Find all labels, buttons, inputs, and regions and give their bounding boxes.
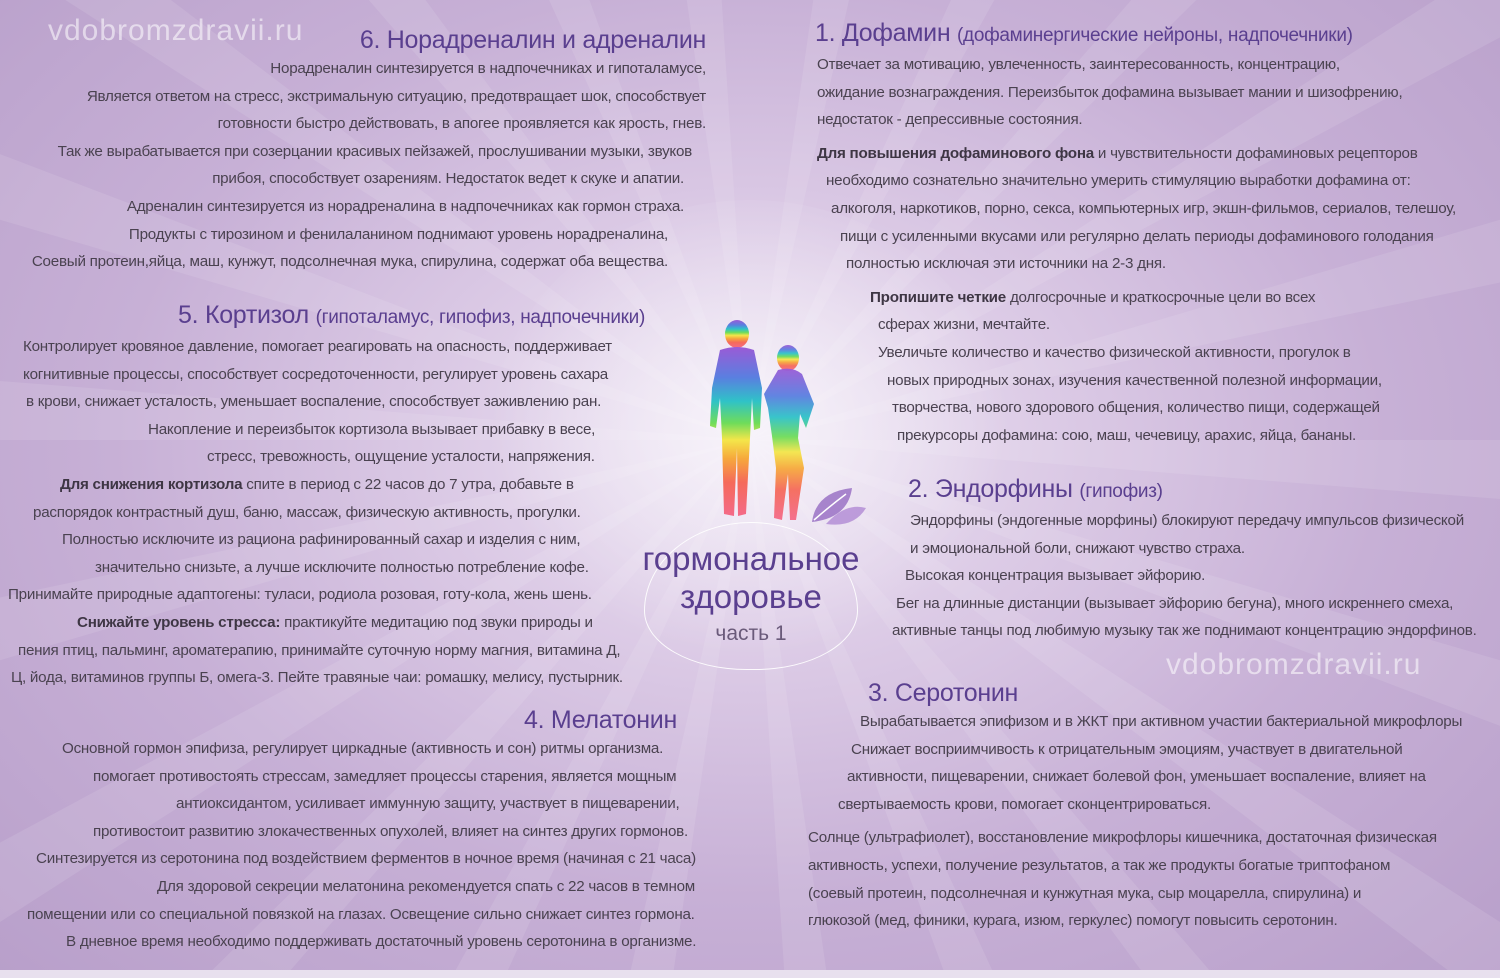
section-title <box>815 18 1495 51</box>
text-fragment: и чувствительности дофаминовых рецепторов <box>1093 144 1418 162</box>
text-line <box>0 471 645 499</box>
text-line: активности, пищеварении, снижает болевой фон, уменьшает воспаление, влияет на <box>847 768 1426 786</box>
section-title-main: 5. Кортизол <box>178 301 309 329</box>
section-endorphins <box>890 474 1498 645</box>
text-line: Синтезируется из серотонина под воздействием ферментов в ночное время (начиная с 21 часа) <box>36 850 696 868</box>
text-line: Солнце (ультрафиолет), восстановление микрофлоры кишечника, достаточная физическая <box>808 829 1437 847</box>
center-subtitle: часть 1 <box>715 622 787 645</box>
bold-phrase: Снижайте уровень стресса: <box>77 613 281 631</box>
section-title-sub: (гипоталамус, гипофиз, надпочечники) <box>315 307 645 328</box>
section-dopamine <box>815 18 1495 449</box>
text-line: стресс, тревожность, ощущение усталости, напряжения. <box>207 448 595 466</box>
text-line: новых природных зонах, изучения качественной полезной информации, <box>887 371 1382 389</box>
text-line: помещении или со специальной повязкой на глазах. Освещение сильно снижает синтез гормона. <box>27 905 695 923</box>
section-title-main: 2. Эндорфины <box>908 475 1073 503</box>
leaf-icon <box>806 484 868 526</box>
section-title <box>890 474 1498 507</box>
text-line: противостоит развитию злокачественных опухолей, влияет на синтез других гормонов. <box>93 822 688 840</box>
text-line: Так же вырабатывается при созерцании красивых пейзажей, прослушивании музыки, звуков <box>57 142 692 160</box>
bold-phrase: Пропишите четкие <box>870 288 1006 306</box>
text-line <box>815 140 1495 168</box>
text-line: антиоксидантом, усиливает иммунную защиту, участвует в пищеварении, <box>176 795 680 813</box>
text-line: пения птиц, пальминг, ароматерапию, принимайте суточную норму магния, витамина Д, <box>18 641 621 659</box>
section-serotonin <box>806 678 1486 935</box>
section-title-main: 1. Дофамин <box>815 19 951 47</box>
text-line: Адреналин синтезируется из норадреналина в надпочечниках как гормон страха. <box>126 197 684 215</box>
text-line: (соевый протеин, подсолнечная и кунжутная мука, сыр моцарелла, спирулина) и <box>808 884 1362 902</box>
text-line: Накопление и переизбыток кортизола вызывает прибавку в весе, <box>148 420 596 438</box>
text-line: Принимайте природные адаптогены: туласи, родиола розовая, готу-кола, жень шень. <box>8 586 592 604</box>
text-line <box>815 284 1495 312</box>
bottom-strip <box>0 970 1500 978</box>
text-line: Снижает восприимчивость к отрицательным эмоциям, участвует в двигательной <box>851 740 1403 758</box>
text-line: распорядок контрастный душ, баню, массаж, физическую активность, прогулки. <box>33 503 581 521</box>
text-line: алкоголя, наркотиков, порно, секса, компьютерных игр, экшн-фильмов, сериалов, телешоу, <box>831 199 1457 217</box>
center-title-line1: гормональное <box>642 540 860 577</box>
text-line: Является ответом на стресс, экстримальную ситуацию, предотвращает шок, способствует <box>86 87 706 105</box>
text-line: значительно снизьте, а лучше исключите полностью потребление кофе. <box>95 558 589 576</box>
text-line: Продукты с тирозином и фенилаланином поднимают уровень норадреналина, <box>128 225 668 243</box>
text-line: пищи с усиленными вкусами или регулярно делать периоды дофаминового голодания <box>840 227 1434 245</box>
text-line: Бег на длинные дистанции (вызывает эйфорию бегуна), много искреннего смеха, <box>896 594 1454 612</box>
text-line: в крови, снижает усталость, уменьшает воспаление, способствует заживлению ран. <box>26 393 602 411</box>
text-line: Отвечает за мотивацию, увлеченность, заинтересованность, концентрацию, <box>817 56 1340 73</box>
bold-phrase: Для снижения кортизола <box>60 475 243 493</box>
text-line: когнитивные процессы, способствует сосредоточенности, регулирует уровень сахара <box>23 365 608 383</box>
text-line: Эндорфины (эндогенные морфины) блокируют передачу импульсов физической <box>910 512 1464 529</box>
text-line: недостаток - депрессивные состояния. <box>817 111 1083 129</box>
text-fragment: долгосрочные и краткосрочные цели во всех <box>1005 288 1316 306</box>
section-cortisol <box>0 300 645 692</box>
bold-phrase: Для повышения дофаминового фона <box>817 144 1094 162</box>
man-figure <box>710 320 762 516</box>
text-line: Соевый протеин,яйца, маш, кунжут, подсолнечная мука, спирулина, содержат оба вещества. <box>31 253 668 271</box>
watermark-top-left: vdobromzdravii.ru <box>48 14 304 47</box>
text-fragment: спите в период с 22 часов до 7 утра, добавьте в <box>242 475 574 493</box>
text-line: Увеличьте количество и качество физической активности, прогулок в <box>878 343 1351 361</box>
section-noradrenaline <box>0 25 706 276</box>
text-line: и эмоциональной боли, снижают чувство страха. <box>910 539 1245 557</box>
text-fragment: практикуйте медитацию под звуки природы и <box>280 613 593 631</box>
text-line: Основной гормон эпифиза, регулирует циркадные (активность и сон) ритмы организма. <box>62 740 664 757</box>
text-line: полностью исключая эти источники на 2-3 дня. <box>846 255 1166 273</box>
text-line: сферах жизни, мечтайте. <box>878 316 1050 334</box>
text-line: Вырабатывается эпифизом и в ЖКТ при активном участии бактериальной микрофлоры <box>860 713 1463 730</box>
section-title: 4. Мелатонин <box>524 706 677 734</box>
text-line: Полностью исключите из рациона рафинированный сахар и изделия с ним, <box>62 531 581 549</box>
text-line: глюкозой (мед, финики, курага, изюм, геркулес) помогут повысить серотонин. <box>808 912 1338 930</box>
text-line: помогает противостоять стрессам, замедляет процессы старения, является мощным <box>93 767 677 785</box>
text-line <box>0 609 645 637</box>
text-line: готовности быстро действовать, в апогее проявляется как ярость, гнев. <box>217 115 706 133</box>
text-line: Для здоровой секреции мелатонина рекомендуется спать с 22 часов в темном <box>157 877 695 895</box>
text-line: активность, успехи, получение результатов, а так же продукты богатые триптофаном <box>808 856 1391 874</box>
text-line: Высокая концентрация вызывает эйфорию. <box>905 567 1206 585</box>
text-line: В дневное время необходимо поддерживать достаточный уровень серотонина в организме. <box>66 933 697 951</box>
section-title <box>0 300 645 333</box>
section-title: 3. Серотонин <box>868 679 1019 707</box>
text-line: активные танцы под любимую музыку так же поднимают концентрацию эндорфинов. <box>892 622 1477 640</box>
text-line: ожидание вознаграждения. Переизбыток дофамина вызывает мании и шизофрению, <box>817 83 1403 101</box>
watermark-right: vdobromzdravii.ru <box>1166 648 1422 681</box>
section-title-sub: (дофаминергические нейроны, надпочечники) <box>957 25 1353 46</box>
text-line: прибоя, способствует озарениям. Недостаток ведет к скуке и апатии. <box>212 170 684 188</box>
text-line: свертываемость крови, помогает сконцентрироваться. <box>838 795 1211 813</box>
section-melatonin <box>0 705 720 956</box>
text-line: творчества, нового здорового общения, количество пищи, содержащей <box>892 399 1380 417</box>
text-line: Контролирует кровяное давление, помогает реагировать на опасность, поддерживает <box>23 338 612 355</box>
center-title-line2: здоровье <box>680 578 822 615</box>
text-line: Норадреналин синтезируется в надпочечниках и гипоталамусе, <box>270 60 706 77</box>
section-title: 6. Норадреналин и адреналин <box>359 26 706 54</box>
section-title-sub: (гипофиз) <box>1079 481 1163 502</box>
text-line: необходимо сознательно значительно умерить стимуляцию выработки дофамина от: <box>826 172 1411 190</box>
text-line: Ц, йода, витаминов группы Б, омега-3. Пейте травяные чаи: ромашку, мелису, пустырник. <box>11 669 623 687</box>
text-line: прекурсоры дофамина: сою, маш, чечевицу, арахис, яйца, бананы. <box>897 426 1356 444</box>
